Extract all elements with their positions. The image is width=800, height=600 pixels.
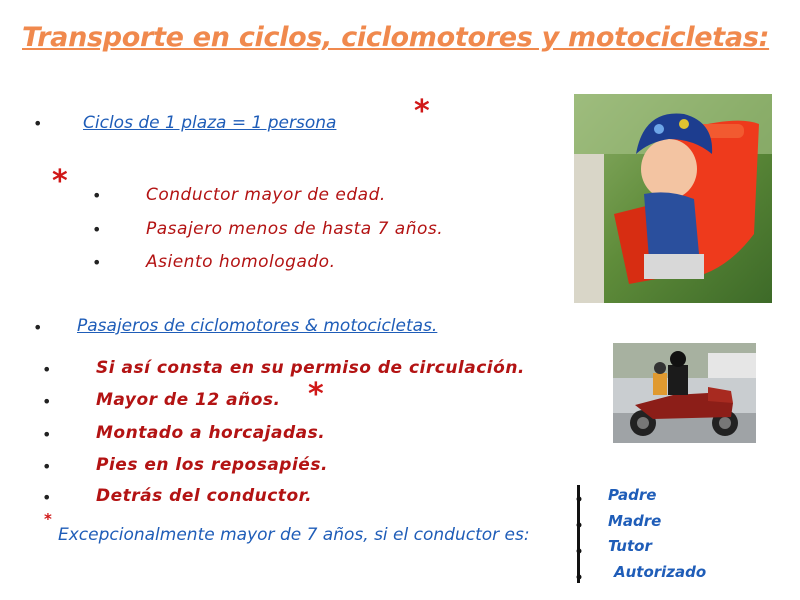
asterisk-mark: * [52,164,68,199]
asterisk-mark: * [414,94,430,129]
motorcycle-photo [613,343,756,443]
bullet-marker: • [33,318,43,337]
bullet-marker: • [33,114,43,133]
ciclos-item: Asiento homologado. [146,252,336,272]
bullet-marker: • [92,253,102,272]
guardian-option: Autorizado [614,563,707,581]
bullet-marker: • [42,457,52,476]
motos-item: Detrás del conductor. [96,486,313,506]
motos-item: Montado a horcajadas. [96,423,326,443]
motos-item: Mayor de 12 años. [96,390,281,410]
motos-item: Pies en los reposapiés. [96,455,328,475]
ciclos-item: Conductor mayor de edad. [146,185,386,205]
bullet-marker: • [42,392,52,411]
motos-item: Si así consta en su permiso de circulación. [96,358,525,378]
page-title: Transporte en ciclos, ciclomotores y motocicletas: [22,22,770,53]
exception-note: Excepcionalmente mayor de 7 años, si el conductor es: [58,525,530,545]
bullet-marker: • [92,186,102,205]
bullet-marker: • [42,425,52,444]
motos-heading: Pasajeros de ciclomotores & motocicletas. [77,316,438,336]
bracket [576,485,582,583]
ciclos-item: Pasajero menos de hasta 7 años. [146,219,444,239]
guardian-option: Tutor [608,537,652,555]
bullet-marker: • [92,220,102,239]
asterisk-mark: * [44,510,52,528]
bullet-marker: • [42,488,52,507]
guardian-option: Padre [608,486,657,504]
bullet-marker: • [42,360,52,379]
ciclos-heading: Ciclos de 1 plaza = 1 persona [83,113,337,133]
asterisk-mark: * [308,377,324,412]
child-bike-seat-photo [574,94,772,303]
guardian-option: Madre [608,512,662,530]
